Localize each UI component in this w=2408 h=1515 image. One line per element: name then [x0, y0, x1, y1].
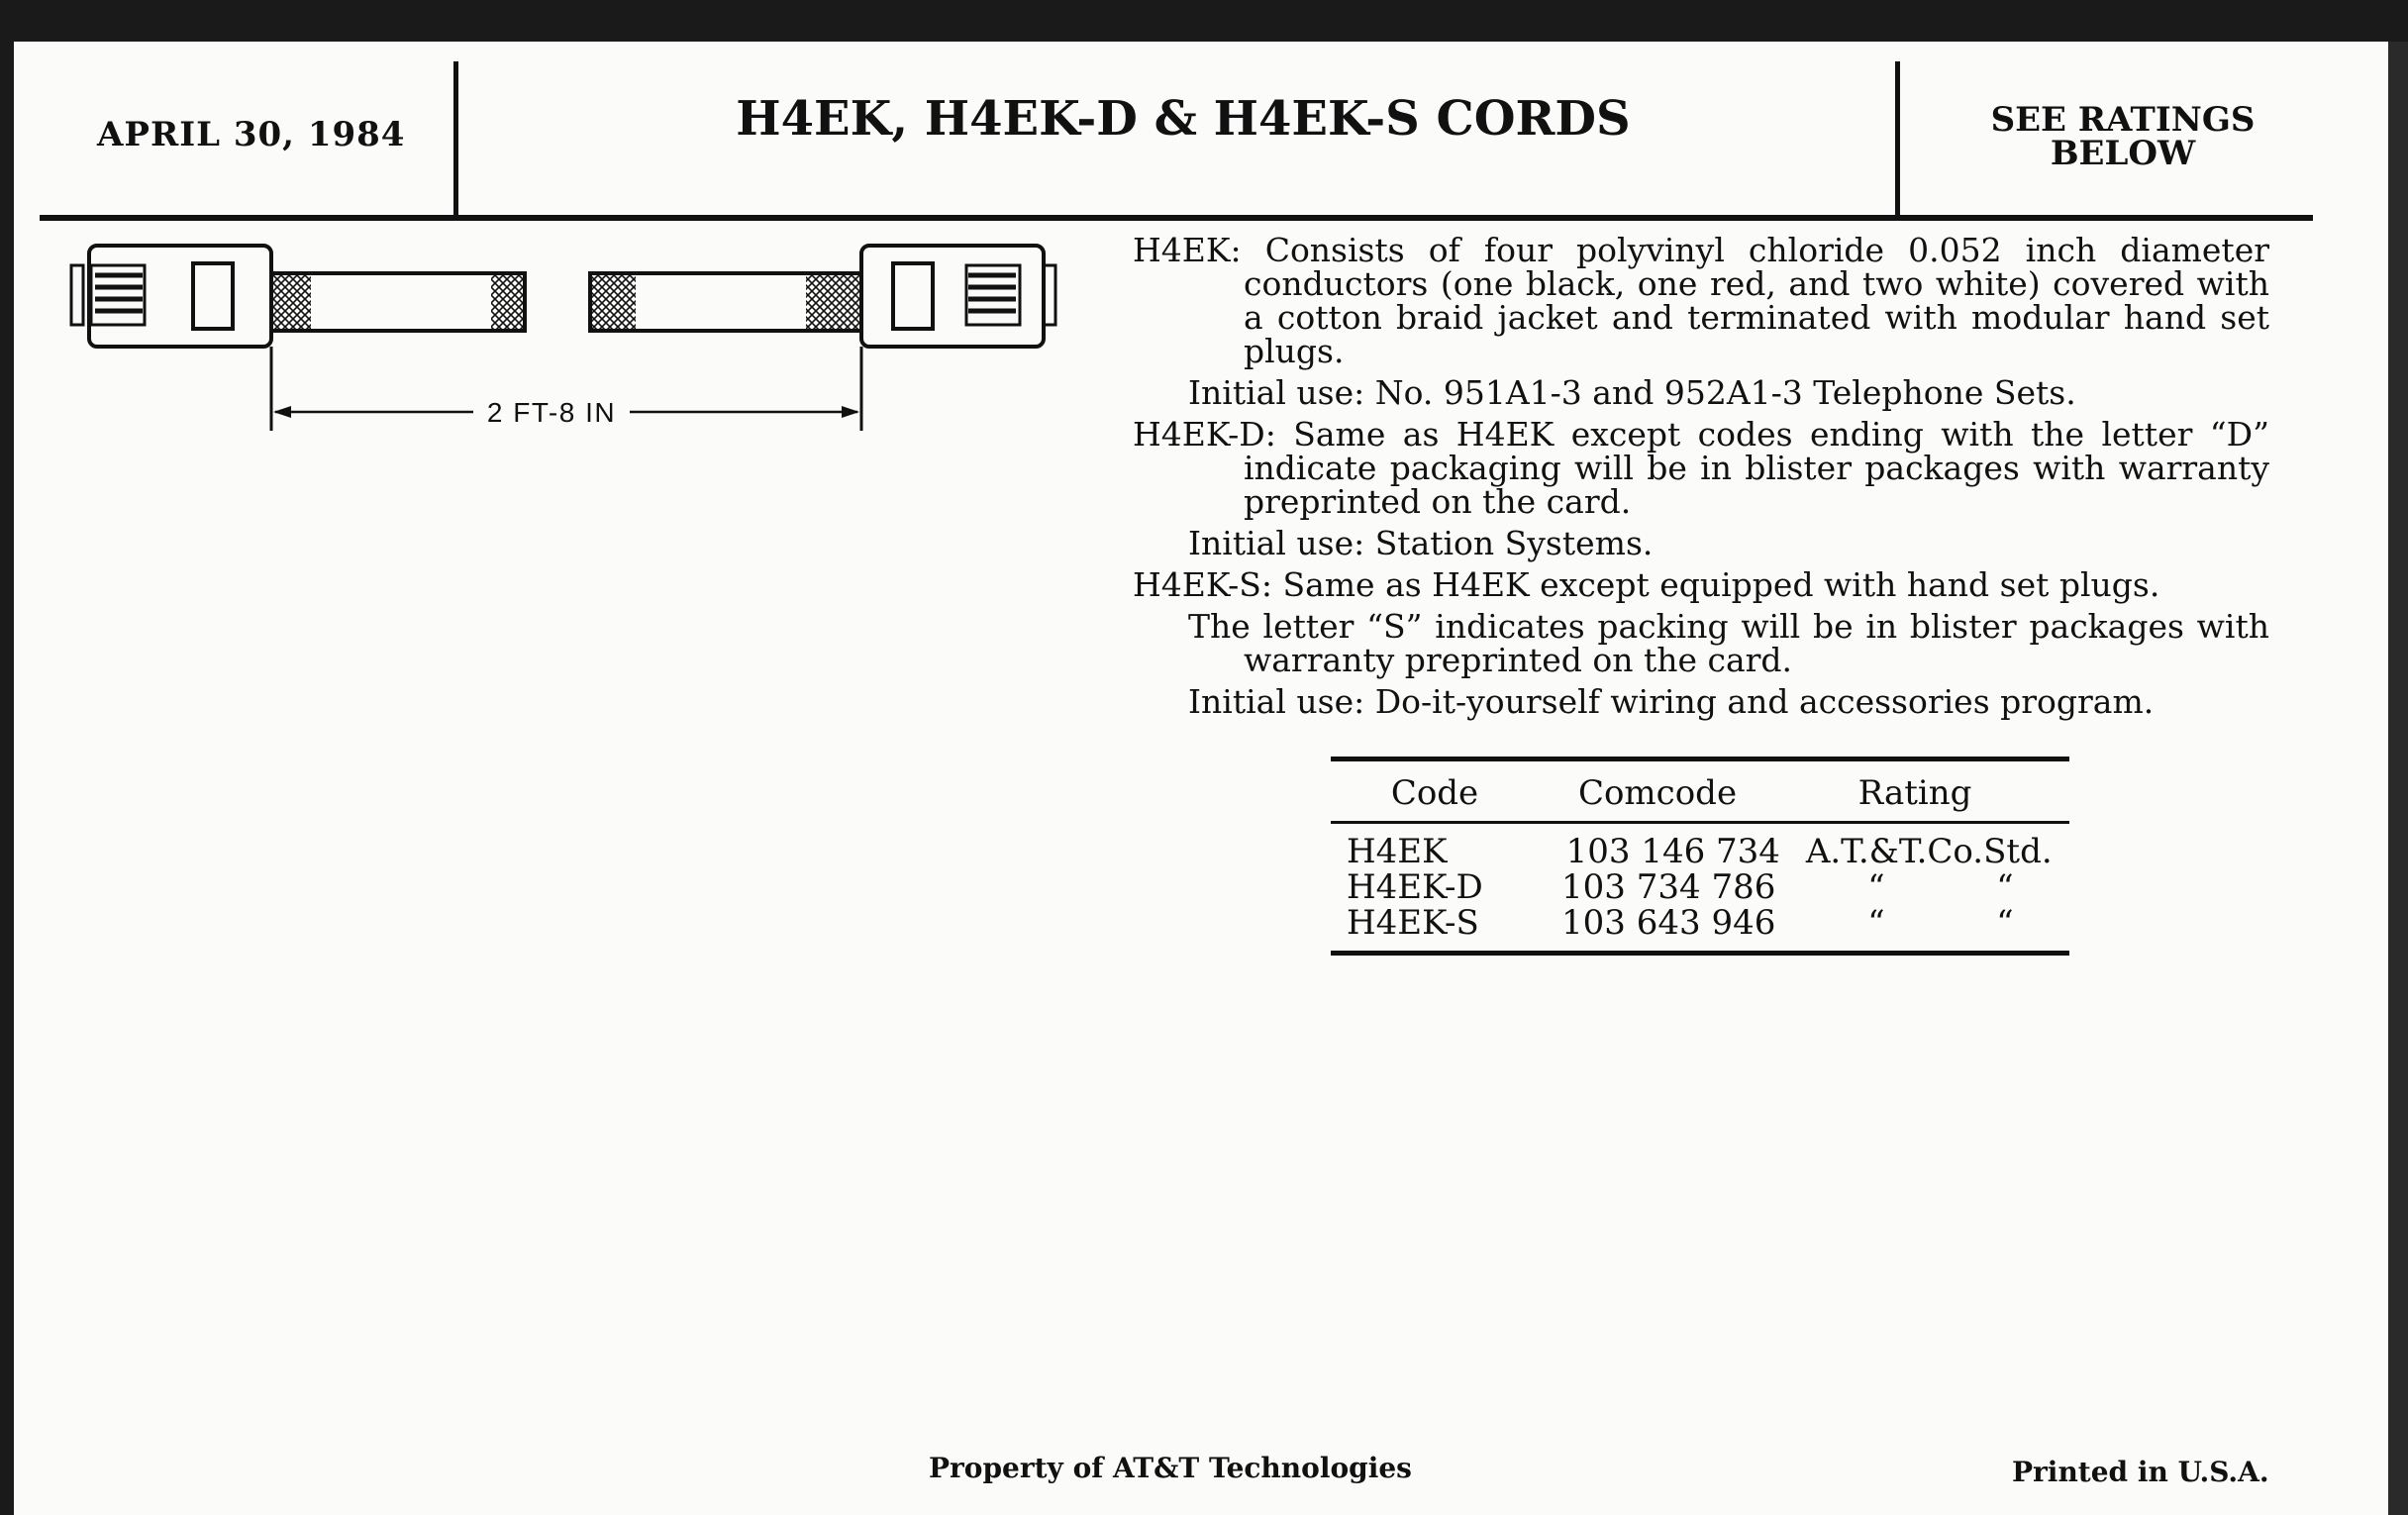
ditto-mark: “	[1996, 903, 2014, 943]
col-header-rating: Rating	[1857, 773, 1972, 813]
header-divider-right	[1895, 61, 1900, 215]
left-plug	[71, 246, 271, 347]
cell-rating	[1782, 905, 2069, 941]
footer-printed: Printed in U.S.A.	[2012, 1456, 2269, 1488]
rating-note-line-1: SEE RATINGS	[1990, 100, 2256, 140]
cord-segment-right	[590, 273, 861, 331]
header-divider-left	[453, 61, 458, 215]
table-row	[1331, 869, 2069, 905]
description	[1133, 231, 2269, 721]
desc-h4ek-s-packing: The letter “S” indicates packing will be in blister packages with warranty preprinted on the card.	[1188, 607, 2269, 679]
desc-h4ek-initial-use: Initial use: No. 951A1-3 and 952A1-3 Telephone Sets.	[1188, 373, 2076, 412]
desc-h4ek-d: H4EK-D: Same as H4EK except codes ending with the letter “D” indicate packaging will be in blister packages with warranty preprinted on the card.	[1133, 415, 2269, 521]
desc-h4ek-d-initial-use: Initial use: Station Systems.	[1188, 524, 1654, 562]
header-rule	[40, 215, 2313, 221]
cell-comcode: 103 146 734	[1565, 832, 1780, 871]
desc-h4ek: H4EK: Consists of four polyvinyl chloride 0.052 inch diameter conductors (one black, one red, and two white) covered with a cotton braid jacket and terminated with modular hand set plugs.	[1133, 231, 2269, 370]
footer-property: Property of AT&T Technologies	[929, 1452, 1412, 1484]
cord-diagram	[59, 228, 1079, 441]
page-title: H4EK, H4EK-D & H4EK-S CORDS	[736, 91, 1631, 147]
right-plug	[861, 246, 1055, 347]
table-row	[1331, 905, 2069, 941]
header-rating-note	[1905, 100, 2341, 173]
col-header-code: Code	[1390, 773, 1479, 813]
cell-comcode: 103 734 786	[1561, 867, 1776, 907]
table-bottom-rule	[1331, 951, 2069, 956]
table-header	[1331, 761, 2069, 821]
header-date: APRIL 30, 1984	[97, 115, 406, 154]
cord-segment-left	[271, 273, 525, 331]
desc-h4ek-s: H4EK-S: Same as H4EK except equipped with hand set plugs.	[1133, 565, 2160, 604]
table-body	[1331, 824, 2069, 951]
cell-code: H4EK-S	[1347, 903, 1479, 943]
rating-note-line-2: BELOW	[2050, 134, 2196, 173]
length-dimension	[271, 347, 861, 431]
ditto-mark: “	[1867, 903, 1885, 943]
card-edge	[2388, 42, 2408, 1515]
ditto-mark: “	[1996, 867, 2014, 907]
col-header-comcode: Comcode	[1577, 773, 1738, 813]
ditto-mark: “	[1867, 867, 1885, 907]
cell-rating	[1782, 869, 2069, 905]
cell-rating: A.T.&T.Co.Std.	[1805, 832, 2053, 871]
table-row	[1331, 834, 2069, 869]
ratings-table	[1331, 757, 2069, 956]
length-label: 2 FT-8 IN	[486, 397, 617, 428]
cell-code: H4EK-D	[1347, 867, 1483, 907]
cell-code: H4EK	[1347, 832, 1448, 871]
cell-comcode: 103 643 946	[1561, 903, 1776, 943]
desc-h4ek-s-initial-use: Initial use: Do-it-yourself wiring and accessories program.	[1188, 682, 2155, 721]
